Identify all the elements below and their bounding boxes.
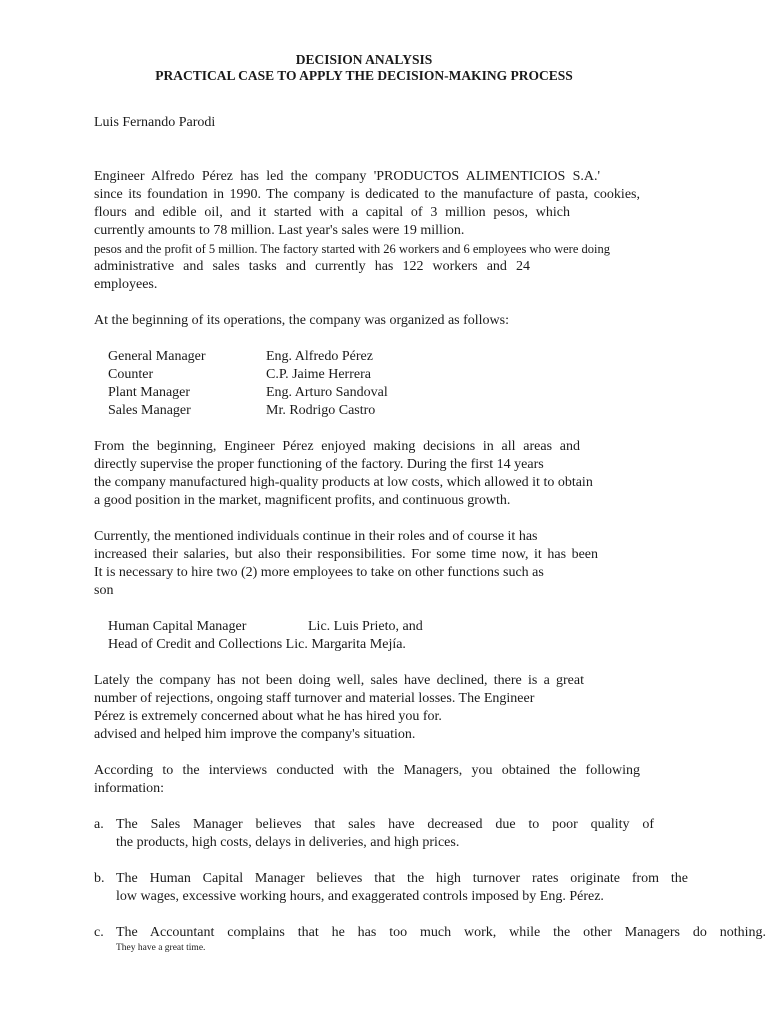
item-letter: b.: [94, 871, 105, 886]
title-line-1: DECISION ANALYSIS: [295, 52, 433, 67]
org-intro: At the beginning of its operations, the company was organized as follows:: [94, 313, 509, 328]
interviews-paragraph: [94, 762, 662, 798]
list-item: [94, 366, 662, 384]
para3-line-1: Currently, the mentioned individuals continue in their roles and of course it has: [94, 529, 538, 544]
situation-paragraph: [94, 672, 662, 744]
list-item: [94, 348, 662, 366]
item-line-2: They have a great time.: [116, 943, 206, 953]
role-person: Eng. Alfredo Pérez: [266, 349, 373, 364]
role-person: C.P. Jaime Herrera: [266, 367, 371, 382]
para3-line-2: increased their salaries, but also their responsibilities. For some time now, it has been: [94, 547, 598, 562]
role-name: Sales Manager: [108, 403, 191, 418]
new-hires-list: [94, 618, 662, 654]
hire-role: Head of Credit and Collections Lic. Margarita Mejía.: [108, 637, 406, 652]
list-item: [94, 636, 662, 654]
para3-line-4: son: [94, 583, 114, 598]
role-person: Mr. Rodrigo Castro: [266, 403, 376, 418]
list-item: [94, 384, 662, 402]
bullet-icon: [94, 348, 108, 366]
para2-line-2: directly supervise the proper functioning of the factory. During the first 14 years: [94, 457, 544, 472]
intro-line-2: since its foundation in 1990. The company is dedicated to the manufacture of pasta, cookies,: [94, 187, 640, 202]
bullet-icon: [94, 402, 108, 420]
title-line-2: PRACTICAL CASE TO APPLY THE DECISION-MAKING PROCESS: [155, 68, 573, 83]
bullet-icon: [94, 618, 108, 636]
item-letter: c.: [94, 925, 104, 940]
para3-line-3: It is necessary to hire two (2) more employees to take on other functions such as: [94, 565, 544, 580]
para4-line-2: number of rejections, ongoing staff turnover and material losses. The Engineer: [94, 691, 535, 706]
para5-line-1: According to the interviews conducted with the Managers, you obtained the following: [94, 763, 640, 778]
list-item: [94, 870, 688, 906]
para4-line-4: advised and helped him improve the company's situation.: [94, 727, 416, 742]
item-line-2: the products, high costs, delays in deliveries, and high prices.: [116, 835, 460, 850]
document-title: [94, 52, 634, 84]
para2-line-1: From the beginning, Engineer Pérez enjoyed making decisions in all areas and: [94, 439, 580, 454]
role-name: Plant Manager: [108, 385, 191, 400]
role-name: Counter: [108, 367, 154, 382]
hire-person: Lic. Luis Prieto, and: [308, 619, 423, 634]
intro-line-4: currently amounts to 78 million. Last year's sales were 19 million.: [94, 223, 465, 238]
item-letter: a.: [94, 817, 104, 832]
para5-line-2: information:: [94, 781, 164, 796]
item-line-1: The Human Capital Manager believes that the high turnover rates originate from the: [116, 871, 688, 886]
current-paragraph: [94, 528, 662, 600]
hire-role: Human Capital Manager: [108, 619, 247, 634]
list-item: [94, 924, 766, 942]
intro-line-3: flours and edible oil, and it started with a capital of 3 million pesos, which: [94, 205, 570, 220]
para4-line-3: Pérez is extremely concerned about what he has hired you for.: [94, 709, 442, 724]
item-line-1: The Accountant complains that he has too much work, while the other Managers do nothing.: [116, 925, 766, 940]
item-line-2: low wages, excessive working hours, and exaggerated controls imposed by Eng. Pérez.: [116, 889, 604, 904]
list-item: [94, 402, 662, 420]
bullet-icon: [94, 384, 108, 402]
para4-line-1: Lately the company has not been doing well, sales have declined, there is a great: [94, 673, 584, 688]
bullet-icon: [94, 636, 108, 654]
para2-line-4: a good position in the market, magnificent profits, and continuous growth.: [94, 493, 511, 508]
item-line-1: The Sales Manager believes that sales have decreased due to poor quality of: [116, 817, 654, 832]
bullet-icon: [94, 366, 108, 384]
intro-line-7: employees.: [94, 277, 158, 292]
intro-paragraph: [94, 168, 662, 294]
role-person: Eng. Arturo Sandoval: [266, 385, 388, 400]
role-name: General Manager: [108, 349, 206, 364]
document-page: [94, 52, 766, 954]
intro-line-6: administrative and sales tasks and currently has 122 workers and 24: [94, 259, 530, 274]
intro-line-1: Engineer Alfredo Pérez has led the company 'PRODUCTOS ALIMENTICIOS S.A.': [94, 169, 600, 184]
intro-line-5: pesos and the profit of 5 million. The factory started with 26 workers and 6 employees who were doing: [94, 242, 610, 256]
list-item: [94, 618, 662, 636]
author-name: Luis Fernando Parodi: [94, 115, 216, 130]
history-paragraph: [94, 438, 662, 510]
org-roles-list: [94, 348, 662, 420]
list-item: [94, 816, 662, 852]
para2-line-3: the company manufactured high-quality products at low costs, which allowed it to obtain: [94, 475, 593, 490]
